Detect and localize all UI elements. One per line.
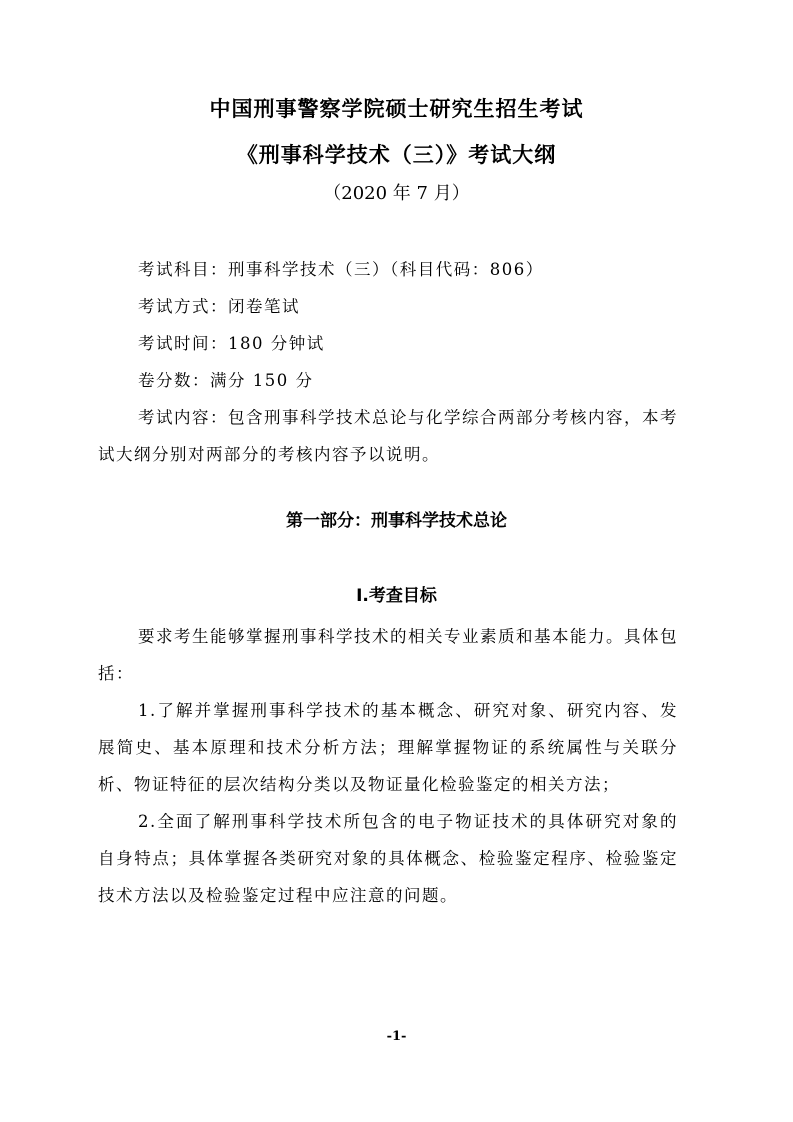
exam-time: 考试时间：180 分钟试 bbox=[138, 334, 325, 353]
objectives-heading: Ⅰ.考查目标 bbox=[356, 586, 437, 606]
part1-heading: 第一部分：刑事科学技术总论 bbox=[286, 511, 507, 531]
page-number: -1- bbox=[386, 1029, 407, 1044]
exam-subject: 考试科目：刑事科学技术（三）（科目代码：806） bbox=[138, 260, 544, 279]
exam-score: 卷分数：满分 150 分 bbox=[138, 371, 314, 390]
exam-info-block bbox=[98, 251, 678, 473]
exam-method: 考试方式：闭卷笔试 bbox=[138, 297, 300, 316]
document-title-line1: 中国刑事警察学院硕士研究生招生考试 bbox=[209, 97, 584, 121]
objectives-intro: 要求考生能够掌握刑事科学技术的相关专业素质和基本能力。具体包括： bbox=[98, 627, 678, 683]
document-date: （2020 年 7 月） bbox=[323, 183, 470, 204]
exam-content: 考试内容：包含刑事科学技术总论与化学综合两部分考核内容，本考试大纲分别对两部分的考核内容予以说明。 bbox=[98, 408, 678, 464]
objectives-block bbox=[98, 618, 678, 914]
document-title-line2: 《刑事科学技术（三）》考试大纲 bbox=[236, 143, 557, 167]
objective-item-1: 1.了解并掌握刑事科学技术的基本概念、研究对象、研究内容、发展简史、基本原理和技术分析方法；理解掌握物证的系统属性与关联分析、物证特征的层次结构分类以及物证量化检验鉴定的相关方法； bbox=[98, 701, 678, 794]
objective-item-2: 2.全面了解刑事科学技术所包含的电子物证技术的具体研究对象的自身特点；具体掌握各类研究对象的具体概念、检验鉴定程序、检验鉴定技术方法以及检验鉴定过程中应注意的问题。 bbox=[98, 812, 678, 905]
